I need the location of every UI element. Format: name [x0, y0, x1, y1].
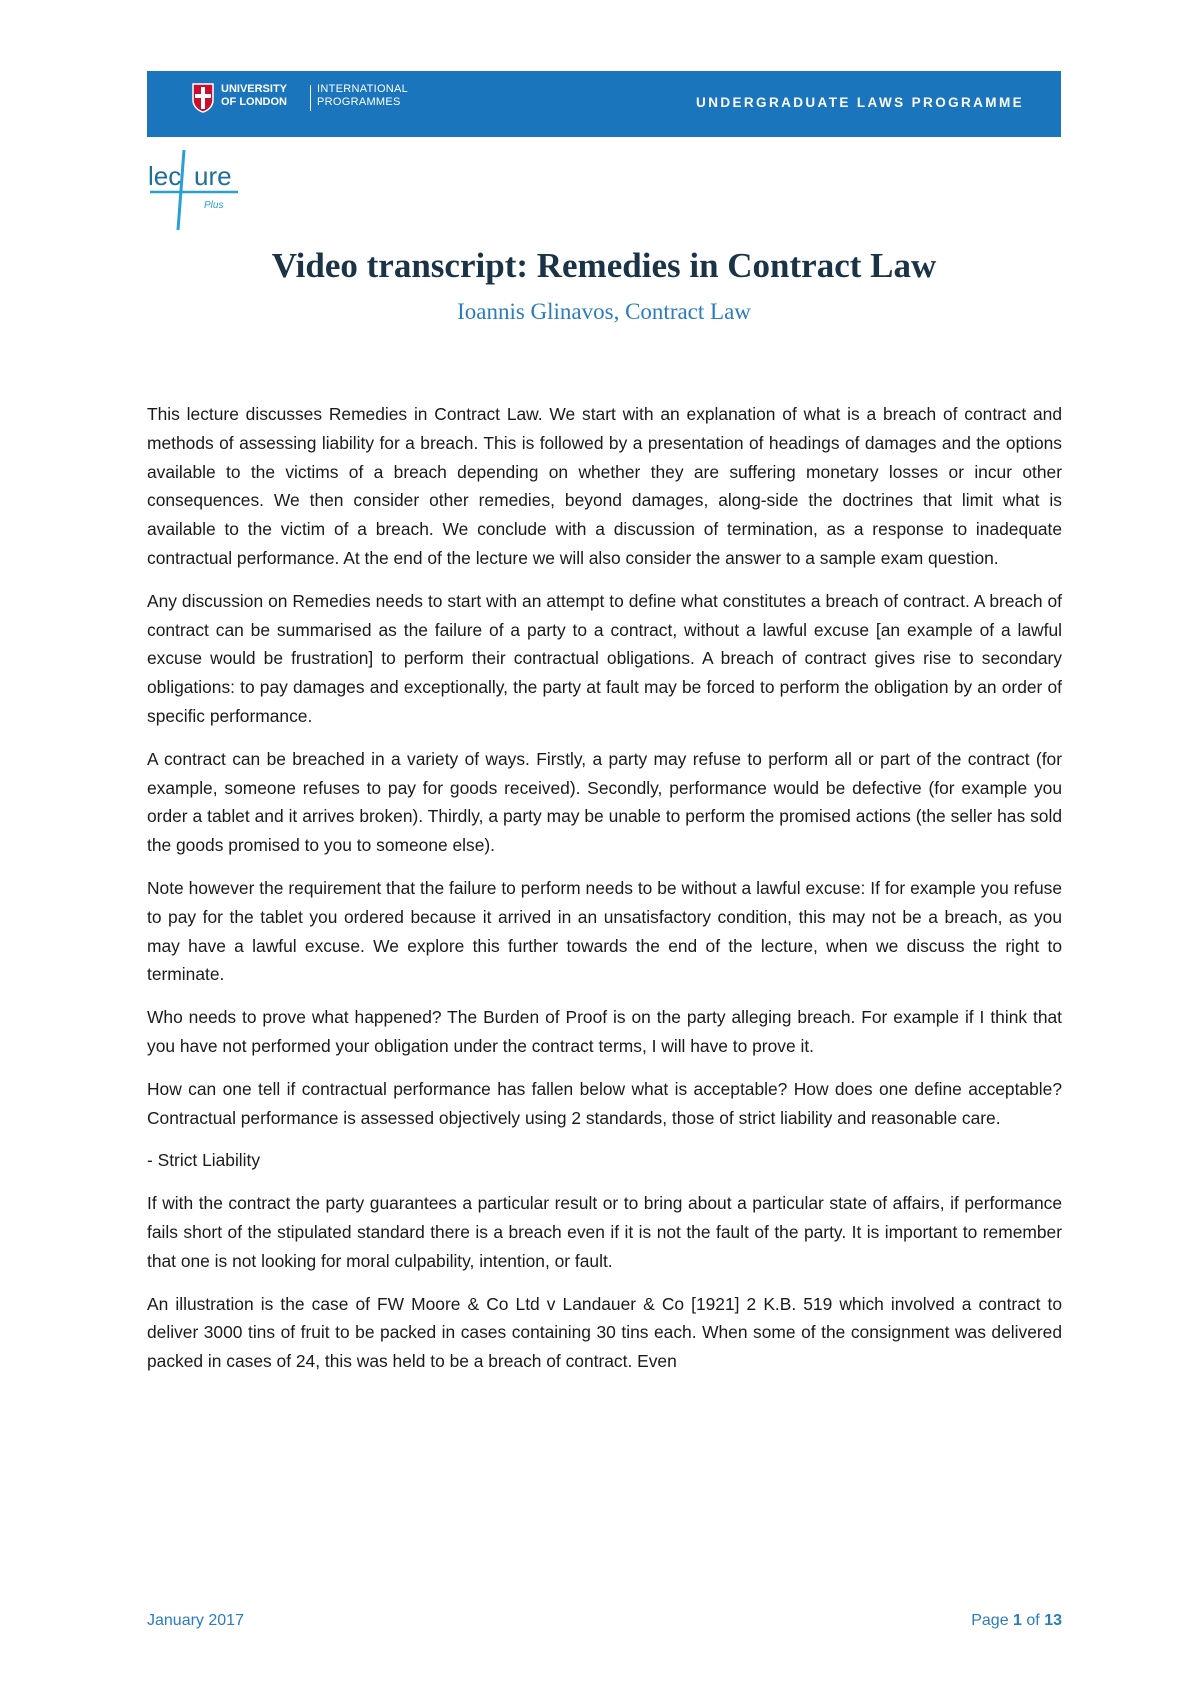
- paragraph-4: Note however the requirement that the failure to perform needs to be without a lawful excuse: If for example you refuse to pay for the tablet you ordered because it arrived in an unsatisfactory condition, this may not be a breach, as you may have a lawful excuse. We explore this further towards the end of the lecture, when we discuss the right to terminate.: [147, 877, 1062, 985]
- logo-plus: Plus: [204, 200, 224, 211]
- page-current: 1: [1013, 1612, 1022, 1629]
- logo-text-left: lec: [148, 161, 182, 191]
- page-of: of: [1026, 1612, 1040, 1629]
- lecture-plus-logo-icon: [144, 148, 244, 238]
- document-subtitle: Ioannis Glinavos, Contract Law: [457, 299, 751, 324]
- programme-name: UNDERGRADUATE LAWS PROGRAMME: [696, 95, 1024, 110]
- university-name-line1: UNIVERSITY: [221, 83, 288, 95]
- university-crest-icon: [192, 83, 214, 113]
- paragraph-1: This lecture discusses Remedies in Contract Law. We start with an explanation of what is a breach of contract and methods of assessing liability for a breach. This is followed by a presentation of headings of damages and the options available to the victims of a breach depending on whether they are suffering monetary losses or incur other consequences. We then consider other remedies, beyond damages, along-side the doctrines that limit what is available to the victim of a breach. We conclude with a discussion of termination, as a response to inadequate contractual performance. At the end of the lecture we will also consider the answer to a sample exam question.: [147, 404, 1062, 568]
- logo-text-right: ure: [194, 161, 232, 191]
- page-total: 13: [1044, 1612, 1062, 1629]
- paragraph-7: If with the contract the party guarantees a particular result or to bring about a particular state of affairs, if performance fails short of the stipulated standard there is a breach even if it is not the fault of the party. It is important to remember that one is not looking for moral culpability, intention, or fault.: [147, 1193, 1062, 1271]
- header-divider: [310, 85, 311, 111]
- university-name-line2: OF LONDON: [221, 96, 287, 108]
- header-banner: [147, 71, 1061, 137]
- paragraph-8: An illustration is the case of FW Moore & Co Ltd v Landauer & Co [1921] 2 K.B. 519 which involved a contract to deliver 3000 tins of fruit to be packed in cases containing 30 tins each. When some of the consignment was delivered packed in cases of 24, this was held to be a breach of contract. Even: [147, 1293, 1062, 1372]
- footer-page-number: [971, 1612, 1062, 1630]
- paragraph-3: A contract can be breached in a variety of ways. Firstly, a party may refuse to perform all or part of the contract (for example, someone refuses to pay for goods received). Secondly, performance would be defective (for example you order a tablet and it arrives broken). Thirdly, a party may be unable to perform the promised actions (the seller has sold the goods promised to you to someone else).: [147, 748, 1062, 856]
- international-programmes: [317, 83, 408, 109]
- document-body: [147, 400, 1062, 1390]
- university-name: [221, 83, 321, 109]
- page-label: Page: [971, 1612, 1009, 1629]
- international-line1: INTERNATIONAL: [317, 83, 409, 95]
- paragraph-5: Who needs to prove what happened? The Burden of Proof is on the party alleging breach. For example if I think that you have not performed your obligation under the contract terms, I will have to prove it.: [147, 1007, 1062, 1056]
- footer-date: January 2017: [147, 1612, 244, 1629]
- paragraph-2: Any discussion on Remedies needs to start with an attempt to define what constitutes a breach of contract. A breach of contract can be summarised as the failure of a party to a contract, without a lawful excuse [an example of a lawful excuse would be frustration] to perform their contractual obligations. A breach of contract gives rise to secondary obligations: to pay damages and exceptionally, the party at fault may be forced to perform the obligation by an order of specific performance.: [147, 590, 1062, 726]
- international-line2: PROGRAMMES: [317, 96, 401, 108]
- paragraph-6: How can one tell if contractual performance has fallen below what is acceptable? How does one define acceptable? Contractual performance is assessed objectively using 2 standards, those of strict liability and reasonable care.: [147, 1078, 1062, 1128]
- document-title: Video transcript: Remedies in Contract Law: [271, 246, 937, 285]
- section-heading-strict-liability: - Strict Liability: [147, 1150, 261, 1171]
